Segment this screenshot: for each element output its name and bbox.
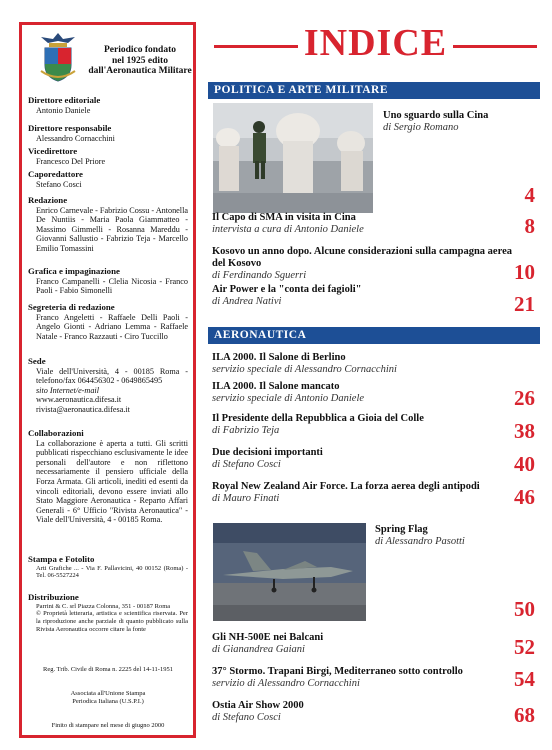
collaborazioni-block: Collaborazioni La collaborazione è aperta a tutti. Gli scritti pubblicati rispecchiano esclusivamente le idee personali dell'autore e non riflettono necessariamente il pensiero ufficiale della Forza Armata. Gli articoli, inediti ed esenti da vincoli editoriali, devono essere inviati allo Stato Maggiore Aeronautica - Reparto Affari Generali - 6° Ufficio "Rivista Aeronautica" - Viale dell'Università, 4 - 00185 Roma. <box>28 428 188 525</box>
website-link[interactable]: www.aeronautica.difesa.it <box>36 395 122 405</box>
article-presidente[interactable]: Il Presidente della Repubblica a Gioia del Colle di Fabrizio Teja <box>212 413 424 436</box>
stampa-block: Stampa e Fotolito Arti Grafiche ... - Via F. Pallavicini, 40 00152 (Roma) - Tel. 06-5527224 <box>28 554 188 580</box>
china-photo <box>213 103 373 213</box>
article-rnzaf[interactable]: Royal New Zealand Air Force. La forza aerea degli antipodi di Mauro Finati <box>212 481 480 504</box>
jet-photo-icon <box>213 523 366 621</box>
page-number-46[interactable]: 46 <box>514 485 535 509</box>
registration-note: Reg. Trib. Civile di Roma n. 2225 del 14-11-1951 <box>43 666 173 673</box>
article-spring-flag[interactable]: Spring Flag di Alessandro Pasotti <box>375 524 465 547</box>
staff-grafica: Grafica e impaginazione Franco Campanelli - Clelia Nicosia - Franco Paoli - Fabio Simonelli <box>28 266 188 296</box>
article-nh500e[interactable]: Gli NH-500E nei Balcani di Gianandrea Gaiani <box>212 632 324 655</box>
article-due-decisioni[interactable]: Due decisioni importanti di Stefano Cosci <box>212 447 323 470</box>
page-number-4[interactable]: 4 <box>524 183 535 207</box>
index-title-block <box>214 22 537 65</box>
section-band-politica: POLITICA E ARTE MILITARE <box>208 82 540 99</box>
email-link[interactable]: rivista@aeronautica.difesa.it <box>36 404 130 414</box>
staff-segreteria: Segreteria di redazione Franco Angeletti - Raffaele Delli Paoli - Angelo Gionti - Adriano Lemma - Raffaele Natale - Franco Razzauti - Ciro Tuccillo <box>28 302 188 341</box>
article-capo-sma[interactable]: Il Capo di SMA in visita in Cina intervista a cura di Antonio Daniele <box>212 212 364 235</box>
page-number-8[interactable]: 8 <box>524 214 535 238</box>
staff-direttore-editoriale: Direttore editoriale Antonio Daniele <box>28 95 101 115</box>
printed-note: Finito di stampare nel mese di giugno 2000 <box>51 722 165 729</box>
article-air-power[interactable]: Air Power e la "conta dei fagioli" di Andrea Nativi <box>212 284 362 307</box>
article-ostia[interactable]: Ostia Air Show 2000 di Stefano Cosci <box>212 700 304 723</box>
page-number-21[interactable]: 21 <box>514 292 535 316</box>
guard-photo-icon <box>213 103 373 213</box>
sede-block: Sede Viale dell'Università, 4 - 00185 Roma - telefono/fax 064456302 - 0649865495 sito Internet/e-mail www.aeronautica.difesa.it rivista@aeronautica.difesa.it <box>28 356 188 414</box>
article-cina[interactable]: Uno sguardo sulla Cina di Sergio Romano <box>383 110 489 133</box>
staff-direttore-responsabile: Direttore responsabile Alessandro Cornacchini <box>28 123 115 143</box>
page-number-38[interactable]: 38 <box>514 419 535 443</box>
section-band-aeronautica: AERONAUTICA <box>208 327 540 344</box>
distribuzione-block: Distribuzione Parrini & C. srl Piazza Colonna, 351 - 00187 Roma © Proprietà letteraria, artistica e scientifica riservata. Per la riproduzione anche parziale di quanto pubblicato sulla Rivista Aeronautica occorre citare la fonte <box>28 592 188 633</box>
page-number-26[interactable]: 26 <box>514 386 535 410</box>
spring-flag-photo <box>213 523 366 621</box>
staff-list <box>19 22 196 738</box>
page-number-52[interactable]: 52 <box>514 635 535 659</box>
page-number-68[interactable]: 68 <box>514 703 535 727</box>
staff-caporedattore: Caporedattore Stefano Cosci <box>28 169 83 189</box>
staff-redazione: Redazione Enrico Carnevale - Fabrizio Cossu - Antonella De Nuntiis - Maria Paola Giammatteo - Massimo Gimmelli - Rosanna Mareddu - Giovanni Sallustio - Fabrizio Teja - Marcello Emilio Tomassini <box>28 195 188 253</box>
uspi-note: Associata all'Unione Stampa Periodica Italiana (U.S.P.I.) <box>70 690 146 705</box>
article-37-stormo[interactable]: 37° Stormo. Trapani Birgi, Mediterraneo sotto controllo servizio di Alessandro Cornacchini <box>212 666 463 689</box>
page-number-40[interactable]: 40 <box>514 452 535 476</box>
staff-vicedirettore: Vicedirettore Francesco Del Priore <box>28 146 106 166</box>
page-number-54[interactable]: 54 <box>514 667 535 691</box>
article-ila-mancato[interactable]: ILA 2000. Il Salone mancato servizio speciale di Antonio Daniele <box>212 381 365 404</box>
article-ila-berlino[interactable]: ILA 2000. Il Salone di Berlino servizio speciale di Alessandro Cornacchini <box>212 352 397 375</box>
page-number-50[interactable]: 50 <box>514 597 535 621</box>
founded-note: Periodico fondato nel 1925 edito dall'Aeronautica Militare <box>88 45 192 76</box>
page-number-10[interactable]: 10 <box>514 260 535 284</box>
index-title: INDICE <box>298 22 453 64</box>
article-kosovo[interactable]: Kosovo un anno dopo. Alcune considerazioni sulla campagna aerea del Kosovo di Ferdinando Sguerri <box>212 246 512 281</box>
